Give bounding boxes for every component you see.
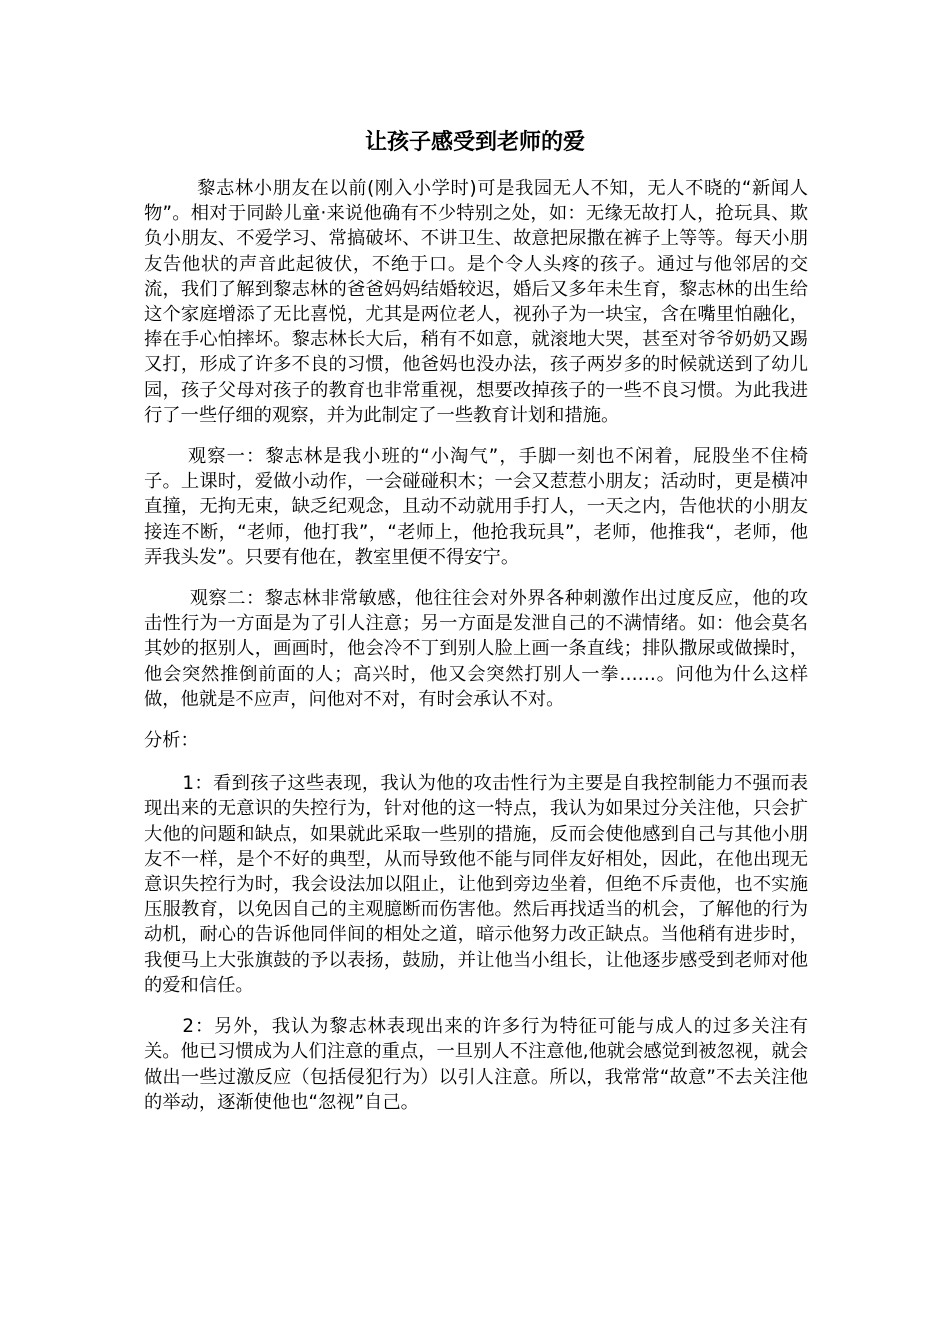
document-body: [144, 176, 808, 1131]
analysis-heading: 分析：: [144, 730, 199, 752]
paragraph-analysis-one: 1：看到孩子这些表现，我认为他的攻击性行为主要是自我控制能力不强而表现出来的无意识的失控行为，针对他的这一特点，我认为如果过分关注他，只会扩大他的问题和缺点，如果就此采取一些别的措施，反而会使他感到自己与其他小朋友不一样，是个不好的典型，从而导致他不能与同伴友好相处，因此，在他出现无意识失控行为时，我会设法加以阻止，让他到旁边坐着，但绝不斥责他，也不实施压服教育，以免因自己的主观臆断而伤害他。然后再找适当的机会，了解他的行为动机，耐心的告诉他同伴间的相处之道，暗示他努力改正缺点。当他稍有进步时，我便马上大张旗鼓的予以表扬，鼓励，并让他当小组长，让他逐步感受到老师对他的爱和信任。: [144, 773, 808, 996]
paragraph-observation-two: 观察二：黎志林非常敏感，他往往会对外界各种刺激作出过度反应，他的攻击性行为一方面是为了引人注意；另一方面是发泄自己的不满情绪。如：他会莫名其妙的抠别人，画画时，他会冷不丁到别人脸上画一条直线；排队撒尿或做操时，他会突然推倒前面的人；高兴时，他又会突然打别人一拳……。问他为什么这样做，他就是不应声，问他对不对，有时会承认不对。: [144, 588, 808, 710]
document-title: 让孩子感受到老师的爱: [364, 130, 585, 155]
paragraph-analysis-two: 2：另外，我认为黎志林表现出来的许多行为特征可能与成人的过多关注有关。他已习惯成为人们注意的重点，一旦别人不注意他,他就会感觉到被忽视，就会做出一些过激反应（包括侵犯行为）以引人注意。所以，我常常“故意”不去关注他的举动，逐渐使他也“忽视”自己。: [144, 1016, 808, 1113]
paragraph-intro: 黎志林小朋友在以前(刚入小学时)可是我园无人不知，无人不晓的“新闻人物”。相对于同龄儿童·来说他确有不少特别之处，如：无缘无故打人，抢玩具、欺负小朋友、不爱学习、常搞破坏、不讲卫生、故意把尿撒在裤子上等等。每天小朋友告他状的声音此起彼伏，不绝于口。是个令人头疼的孩子。通过与他邻居的交流，我们了解到黎志林的爸爸妈妈结婚较迟，婚后又多年未生育，黎志林的出生给这个家庭增添了无比喜悦，尤其是两位老人，视孙子为一块宝，含在嘴里怕融化，捧在手心怕摔坏。黎志林长大后，稍有不如意，就滚地大哭，甚至对爷爷奶奶又踢又打，形成了许多不良的习惯，他爸妈也没办法，孩子两岁多的时候就送到了幼儿园，孩子父母对孩子的教育也非常重视，想要改掉孩子的一些不良习惯。为此我进行了一些仔细的观察，并为此制定了一些教育计划和措施。: [144, 178, 808, 426]
paragraph-observation-one: 观察一：黎志林是我小班的“小淘气”，手脚一刻也不闲着，屁股坐不住椅子。上课时，爱做小动作，一会碰碰积木；一会又惹惹小朋友；活动时，更是横冲直撞，无拘无束，缺乏纪观念，且动不动就用手打人，一天之内，告他状的小朋友接连不断，“老师，他打我”，“老师上，他抢我玩具”，老师，他推我“，老师，他弄我头发”。只要有他在，教室里便不得安宁。: [144, 446, 808, 568]
